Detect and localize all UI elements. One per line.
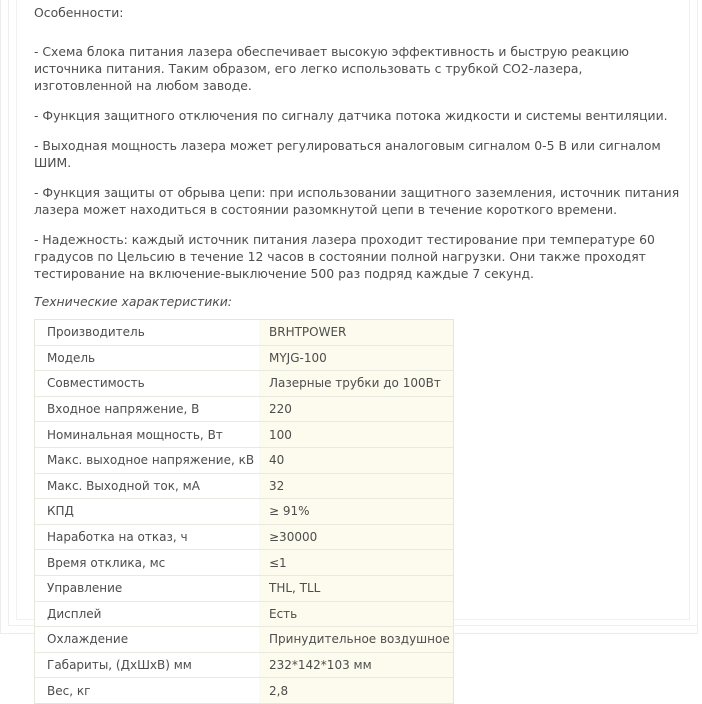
spec-value: ≤1: [259, 550, 454, 576]
spec-value: Принудительное воздушное: [259, 627, 454, 653]
spec-label: Производитель: [35, 320, 260, 346]
table-row: [35, 473, 454, 499]
spec-label: Управление: [35, 575, 260, 601]
spec-value: ≥30000: [259, 524, 454, 550]
spec-value: BRHTPOWER: [259, 320, 454, 346]
spec-value: MYJG-100: [259, 345, 454, 371]
table-row: [35, 575, 454, 601]
table-row: [35, 499, 454, 525]
spec-label: Совместимость: [35, 371, 260, 397]
table-row: [35, 652, 454, 678]
spec-label: Дисплей: [35, 601, 260, 627]
spec-label: Время отклика, мс: [35, 550, 260, 576]
spec-value: ≥ 91%: [259, 499, 454, 525]
feature-paragraph-3: - Выходная мощность лазера может регулироваться аналоговым сигналом 0-5 В или сигналом ШИМ.: [34, 138, 661, 170]
spec-value: Лазерные трубки до 100Вт: [259, 371, 454, 397]
table-row: [35, 422, 454, 448]
spec-value: 2,8: [259, 678, 454, 704]
specs-title: Технические характеристики:: [34, 294, 232, 309]
table-row: [35, 320, 454, 346]
spec-label: Охлаждение: [35, 627, 260, 653]
spec-value: Есть: [259, 601, 454, 627]
specifications-table: [34, 319, 454, 704]
spec-value: 40: [259, 447, 454, 473]
feature-paragraph-1: - Схема блока питания лазера обеспечивает высокую эффективность и быструю реакцию источника питания. Таким образом, его легко использовать с трубкой СО2-лазера, изготовленной на любом заводе.: [34, 44, 629, 93]
feature-paragraph-4: - Функция защиты от обрыва цепи: при использовании защитного заземления, источник питания лазера может находиться в состоянии разомкнутой цепи в течение короткого времени.: [34, 185, 680, 217]
spec-label: Макс. Выходной ток, мА: [35, 473, 260, 499]
spec-label: Вес, кг: [35, 678, 260, 704]
table-row: [35, 550, 454, 576]
table-row: [35, 345, 454, 371]
spec-label: Входное напряжение, В: [35, 396, 260, 422]
spec-label: Номинальная мощность, Вт: [35, 422, 260, 448]
table-row: [35, 447, 454, 473]
features-heading: Особенности:: [34, 5, 124, 20]
table-row: [35, 678, 454, 704]
feature-paragraph-5: - Надежность: каждый источник питания лазера проходит тестирование при температуре 60 градусов по Цельсию в течение 12 часов в состоянии полной нагрузки. Они также проходят тестирование на включение-выключение 500 раз подряд каждые 7 секунд.: [34, 232, 655, 281]
spec-value: THL, TLL: [259, 575, 454, 601]
spec-value: 100: [259, 422, 454, 448]
table-row: [35, 371, 454, 397]
table-row: [35, 524, 454, 550]
spec-value: 220: [259, 396, 454, 422]
table-row: [35, 627, 454, 653]
spec-value: 232*142*103 мм: [259, 652, 454, 678]
specifications-table-body: [35, 320, 454, 704]
spec-label: Модель: [35, 345, 260, 371]
spec-label: Наработка на отказ, ч: [35, 524, 260, 550]
spec-label: Габариты, (ДхШхВ) мм: [35, 652, 260, 678]
table-row: [35, 601, 454, 627]
product-description-content: [34, 4, 680, 704]
feature-paragraph-2: - Функция защитного отключения по сигналу датчика потока жидкости и системы вентиляции.: [34, 108, 668, 123]
spec-value: 32: [259, 473, 454, 499]
spec-label: КПД: [35, 499, 260, 525]
spec-label: Макс. выходное напряжение, кВ: [35, 447, 260, 473]
table-row: [35, 396, 454, 422]
